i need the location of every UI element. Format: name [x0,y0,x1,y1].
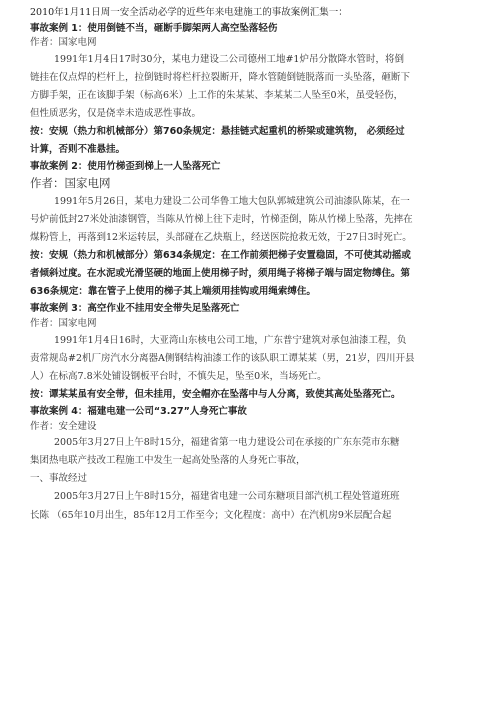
body-line: 1991年1月4日17时30分，某电力建设二公司德州工地#1炉吊分散降水管时，将倒 [54,54,404,66]
body-line: 责常规岛#2机厂房汽水分离器A侧钢结构油漆工作的该队职工谭某某（男，21岁，四川开县 [30,352,415,364]
body-line: 1991年5月26日，某电力建设二公司华鲁工地大包队郭城建筑公司油漆队陈某，在一 [54,195,410,207]
section-heading: 一、事故经过 [30,473,88,485]
case-2 [30,160,470,301]
case-body [30,434,470,524]
body-line: 链挂在仅点焊的栏杆上，拉倒链时将栏杆拉裂断开，降水管随倒链脱落而一头坠落，砸断下 [30,72,411,84]
body-line: 长陈 （65年10月出生，85年12月工作至今；文化程度：高中）在汽机房9米层配合起 [30,509,392,521]
body-line: 1991年1月4日16时，大亚湾山东核电公司工地，广东普宁建筑对承包油漆工程，负 [54,334,407,346]
case-author: 作者：安全建设 [30,420,97,432]
body-line: 但性质恶劣，仅是侥幸未造成恶性事故。 [30,108,202,120]
body-line: 煤粉管上，再落到12米运转层，头部碰在乙炔瓶上，经送医院抢救无效，于27日3时死亡。 [30,232,412,244]
document-header: 2010年1月11日周一安全活动必学的近些年来电建施工的事故案例汇集一： [30,7,348,18]
case-note [30,386,470,404]
case-body [30,51,470,123]
body-line: 人）在标高7.8米处铺设钢板平台时，不慎失足，坠至0米，当场死亡。 [30,370,327,382]
body-line: 集团热电联产技改工程施工中发生一起高处坠落的人身死亡事故， [30,455,306,467]
note-line: 按：安规（热力和机械部分）第634条规定：在工作前须把梯子安置稳固，不可使其动摇或 [30,250,411,262]
body-line: 2005年3月27日上午8时15分，福建省第一电力建设公司在承接的广东东莞市东糖 [54,437,400,449]
body-line: 方脚手架，正在该脚手架（标高6米）上工作的朱某某、李某某二人坠至0米，虽受轻伤， [30,90,404,102]
note-line: 者倾斜过度。在水泥或光滑坚硬的地面上使用梯子时，须用绳子将梯子端与固定物缚住。第 [30,268,411,280]
case-author: 作者：国家电网 [30,37,97,49]
case-body [30,332,470,386]
body-line: 2005年3月27日上午8时15分，福建省电建一公司东糖项目部汽机工程处管道班班 [54,491,400,503]
case-body [30,193,470,247]
case-author: 作者：国家电网 [30,317,97,329]
note-line: 计算，否则不准悬挂。 [30,144,126,156]
body-line: 号炉前低封27米处油漆钢管，当陈从竹梯上往下走时，竹梯歪倒，陈从竹梯上坠落，先摔在 [30,214,413,226]
case-1 [30,22,470,160]
case-note [30,247,470,301]
note-line: 按：安规（热力和机械部分）第760条规定：悬挂链式起重机的桥梁或建筑物， 必须经过 [30,126,405,138]
case-title: 事故案例 4：福建电建一公司“3.27”人身死亡事故 [30,405,247,417]
case-author: 作者：国家电网 [30,176,111,191]
case-title: 事故案例 2：使用竹梯歪到梯上一人坠落死亡 [30,161,221,173]
case-title: 事故案例 1：使用倒链不当，砸断手脚架两人高空坠落轻伤 [30,22,278,34]
note-line: 636条规定：靠在管子上使用的梯子其上端须用挂钩或用绳索缚住。 [30,286,316,298]
case-title: 事故案例 3：高空作业不挂用安全带失足坠落死亡 [30,303,240,315]
case-4 [30,405,470,525]
note-line: 按：谭某某虽有安全带，但未挂用，安全帽亦在坠落中与人分离，致使其高处坠落死亡。 [30,388,401,400]
case-note [30,123,470,159]
case-3 [30,302,470,404]
